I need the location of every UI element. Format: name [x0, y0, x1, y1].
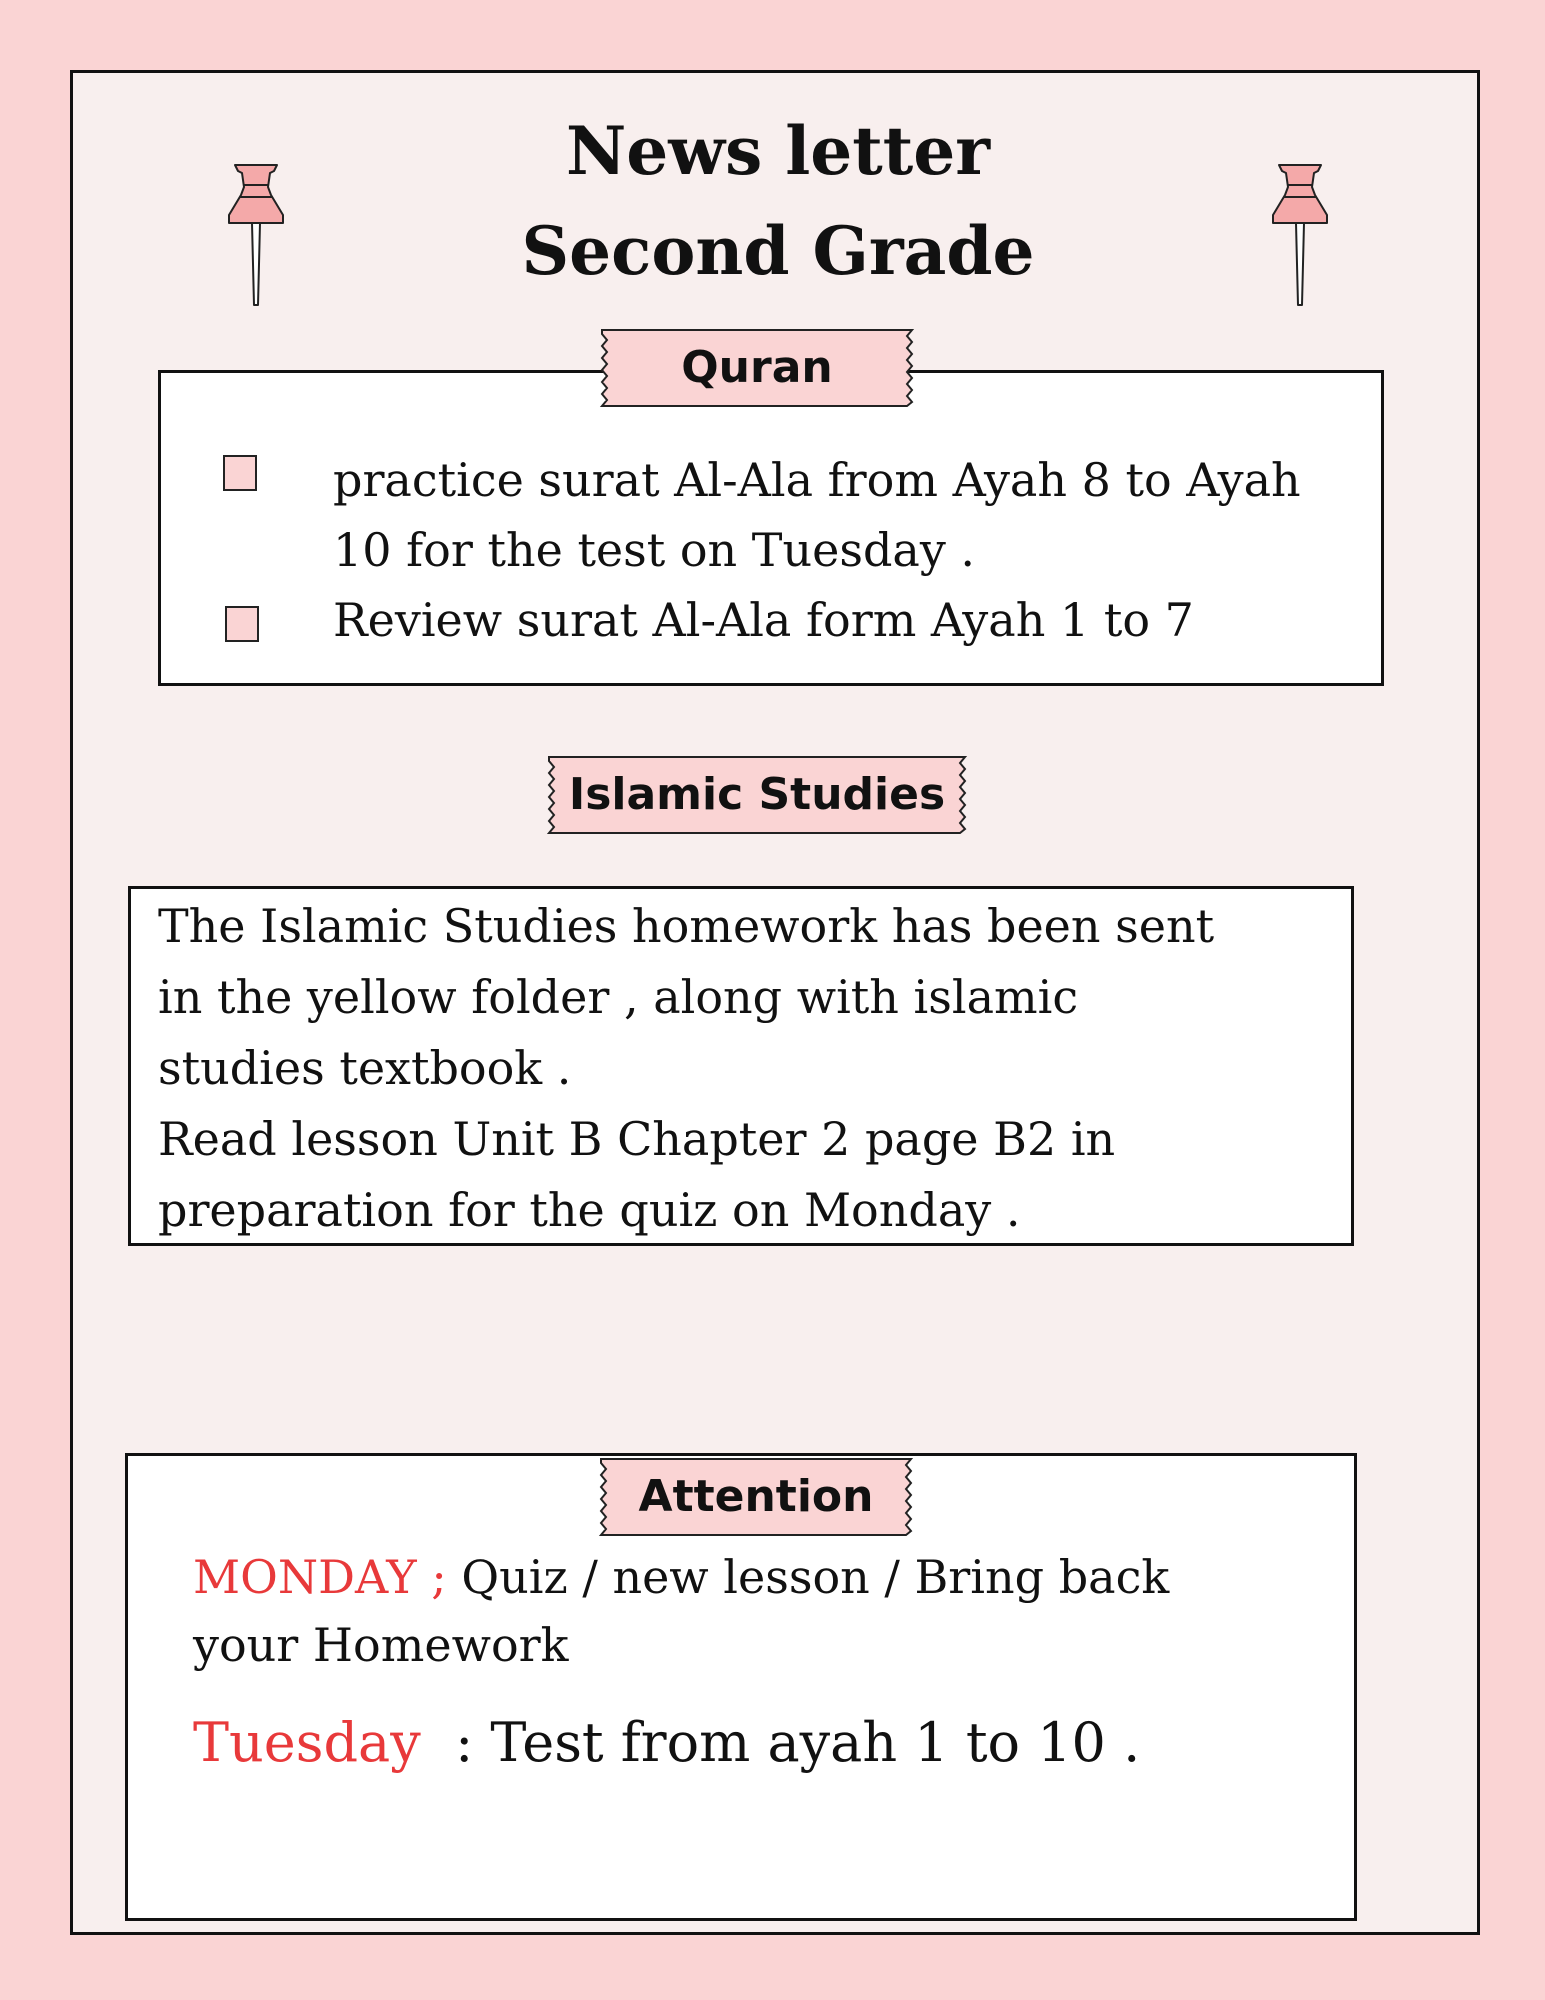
title-line-2: Second Grade [521, 212, 1035, 290]
newsletter-sheet [70, 70, 1480, 1935]
islamic-line-5: preparation for the quiz on Monday . [158, 1183, 1021, 1237]
attention-label: Attention [638, 1471, 874, 1522]
quran-item-1: practice surat Al-Ala from Ayah 8 to Ayah 10 for the test on Tuesday . [333, 453, 1301, 577]
push-pin-icon [221, 161, 291, 311]
tuesday-line [193, 1703, 1140, 1783]
islamic-studies-label: Islamic Studies [568, 769, 946, 820]
monday-text-continued: your Homework [193, 1618, 569, 1672]
monday-line [193, 1543, 1169, 1611]
quran-label: Quran [681, 342, 833, 393]
tuesday-label: Tuesday [193, 1711, 421, 1774]
tuesday-text: : Test from ayah 1 to 10 . [420, 1711, 1141, 1774]
quran-label-tag [596, 326, 918, 410]
quran-checkbox-1[interactable] [223, 455, 257, 491]
islamic-line-3: studies textbook . [158, 1041, 572, 1095]
quran-item-2: Review surat Al-Ala form Ayah 1 to 7 [333, 593, 1194, 647]
islamic-line-4: Read lesson Unit B Chapter 2 page B2 in [158, 1112, 1116, 1166]
push-pin-icon [1265, 161, 1335, 311]
quran-checkbox-2[interactable] [225, 606, 259, 642]
islamic-line-2: in the yellow folder , along with islamic [158, 970, 1079, 1024]
monday-text: Quiz / new lesson / Bring back [446, 1550, 1170, 1604]
monday-label: MONDAY ; [193, 1550, 447, 1604]
attention-label-tag [595, 1455, 917, 1539]
islamic-line-1: The Islamic Studies homework has been sent [158, 899, 1215, 953]
islamic-studies-text [158, 891, 1338, 1246]
islamic-studies-label-tag [543, 753, 971, 837]
title-line-1: News letter [565, 112, 991, 190]
